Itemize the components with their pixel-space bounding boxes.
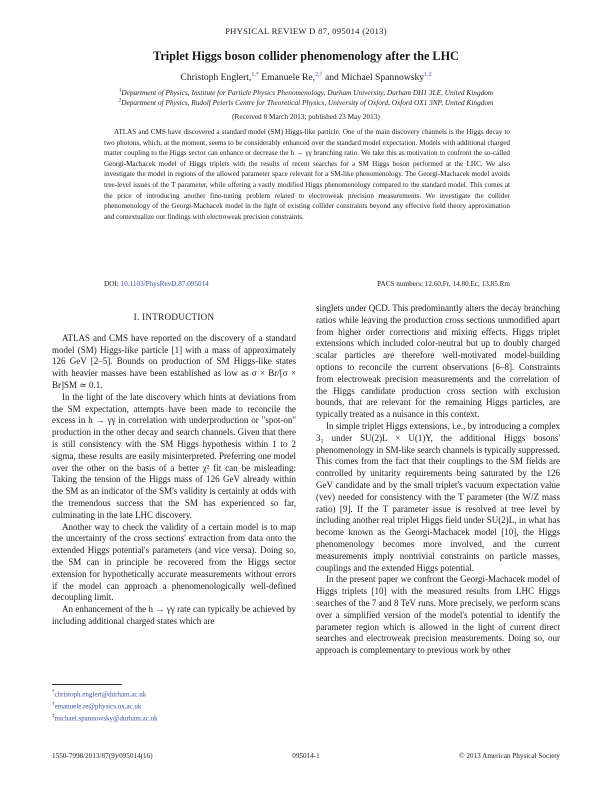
doi (104, 280, 209, 288)
author-mark[interactable]: 2,† (315, 72, 323, 78)
doi-label: DOI: (104, 280, 119, 288)
footnote-mark: ‡ (52, 713, 55, 719)
left-column (52, 302, 296, 628)
issn-code: 1550-7998/2013/87(9)/095014(16) (52, 752, 153, 760)
footnotes (52, 688, 296, 724)
paper-title: Triplet Higgs boson collider phenomenology after the LHC (153, 49, 459, 63)
footnote-email[interactable]: christoph.englert@durham.ac.uk (54, 690, 147, 699)
pacs-numbers: PACS numbers: 12.60.Fr, 14.80.Ec, 13.85.Rm (377, 280, 510, 288)
body-paragraph: Another way to check the validity of a certain model is to map the uncertainty of the cross sections' extraction from data onto the extended Higgs potential's parameters (and vice versa). Doing so, the SM can in principle be recovered from the Higgs sector extension for hypothetically accurate measurements without errors if the model can approach a phenomenologically well-defined decoupling limit. (52, 521, 296, 603)
abstract: ATLAS and CMS have discovered a standard model (SM) Higgs-like particle. One of the main discovery channels is the Higgs decay to two photons, which, at the moment, seems to be considerably enhanced over the standard model expectation. Models with additional charged matter coupling to the Higgs sector can enhance or decrease the h → γγ branching ratio. We take this as motivation to confront the so-called Georgi-Machacek model of Higgs triplets with the results of recent searches for a SM Higgs boson performed at the LHC. We also investigate the model in regions of the allowed parameter space relevant for a SM-like phenomenology. The Georgi-Machacek model avoids tree-level issues of the T parameter, while offering a vastly modified Higgs phenomenology compared to the standard model. This comes at the price of introducing another fine-tuning problem related to electroweak precision measurements. We investigate the collider phenomenology of the Georgi-Machacek model in the light of existing collider constraints beyond any effective field theory approximation and contextualize our findings with electroweak precision constraints. (104, 128, 510, 221)
author-mark[interactable]: 1,‡ (424, 72, 432, 78)
affiliation-text: Department of Physics, Rudolf Peierls Centre for Theoretical Physics, University of Oxford, Oxford OX1 3NP, United Kingdom (121, 98, 494, 107)
author-name: Emanuele Re, (261, 72, 316, 84)
right-column (316, 303, 560, 657)
affiliation-text: Department of Physics, Institute for Particle Physics Phenomenology, Durham University, Durham DH1 3LE, United Kingdom (121, 88, 494, 97)
journal-header: PHYSICAL REVIEW D 87, 095014 (2013) (225, 26, 387, 36)
footnote-mark: † (52, 701, 55, 707)
affiliation-mark: 2 (118, 98, 122, 104)
body-paragraph: In simple triplet Higgs extensions, i.e., by introducing a complex 3₁ under SU(2)L × U(1)Y, the additional Higgs bosons' phenomenology in SM-like search channels is typically suppressed. This comes from the fact that their couplings to the SM fields are controlled by unitarity requirements being saturated by the 126 GeV candidate and by the small triplet's vacuum expectation value (vev) needed for consistency with the T parameter (the W/Z mass ratio) [9]. If the T parameter issue is resolved at tree level by including another real triplet Higgs field under SU(2)L, in what has become known as the Georgi-Machacek model [10], the Higgs phenomenology becomes more involved, and the current measurements imply nontrivial constraints on particle masses, couplings and the extended Higgs potential. (316, 420, 560, 573)
body-paragraph: An enhancement of the h → γγ rate can typically be achieved by including additional charged states which are (52, 604, 296, 626)
affiliation-mark: 1 (118, 88, 122, 94)
author-name: Christoph Englert, (180, 72, 252, 84)
body-paragraph: ATLAS and CMS have reported on the discovery of a standard model (SM) Higgs-like particle [1] with a mass of approximately 126 GeV [2–5]. Bounds on production of SM Higgs-like states with heavier masses have been established as low as σ × Br/[σ × Br]SM ≃ 0.1. (52, 332, 296, 390)
footnote (52, 712, 296, 724)
doi-link[interactable]: 10.1103/PhysRevD.87.095014 (120, 280, 209, 288)
footnote-mark: * (52, 690, 55, 695)
affiliation (0, 88, 612, 97)
page-number: 095014-1 (292, 752, 320, 760)
body-paragraph: In the present paper we confront the Georgi-Machacek model of Higgs triplets [10] with the measured results from LHC Higgs searches of the 7 and 8 TeV runs. More precisely, we perform scans over a simplified version of the model's potential to identify the parameter region which is allowed in the light of current direct searches and electroweak precision measurements. Doing so, our approach is complementary to previous work by other (316, 574, 560, 656)
author-list (0, 72, 612, 83)
footnote-email[interactable]: michael.spannowsky@durham.ac.uk (54, 714, 158, 723)
received-dates: (Received 8 March 2013; published 23 May 2013) (232, 112, 380, 121)
footnote-email[interactable]: emanuele.re@physics.ox.ac.uk (54, 702, 142, 711)
body-paragraph: singlets under QCD. This predominantly alters the decay branching ratios while leaving the production cross sections unmodified apart from higher order corrections and mixing effects. Higgs triplet extensions which included color-neutral but up to doubly charged scalar particles are therefore well-motivated model-building options to reconcile the current observations [6–8]. Constraints from electroweak precision measurements and the correlation of the Higgs candidate production cross section with exclusion bounds, that are relevant for the remaining Higgs particles, are typically treated as a nuisance in this context. (316, 303, 560, 420)
copyright: © 2013 American Physical Society (459, 752, 560, 760)
author-mark[interactable]: 1,* (251, 72, 259, 78)
body-paragraph: In the light of the late discovery which hints at deviations from the SM expectation, attempts have been made to reconcile the excess in h → γγ in correlation with underproduction or "spot-on" production in the other decay and search channels. Given that there is still consistency with the SM Higgs hypothesis within 1 to 2 sigma, these results are easily misinterpreted. Preferring one model over the other on the basis of a better χ² fit can be misleading: Taking the tension of the Higgs mass of 126 GeV already within the SM as an indicator of the SM's validity is certainly at odds with the tremendous success that the SM has experienced so far, culminating in the late LHC discovery. (52, 391, 296, 520)
affiliation (0, 98, 612, 107)
footnote-divider (52, 684, 122, 685)
author-name: and Michael Spannowsky (324, 72, 425, 84)
footnote (52, 700, 296, 712)
section-heading: I. INTRODUCTION (133, 312, 215, 322)
footnote (52, 688, 296, 700)
